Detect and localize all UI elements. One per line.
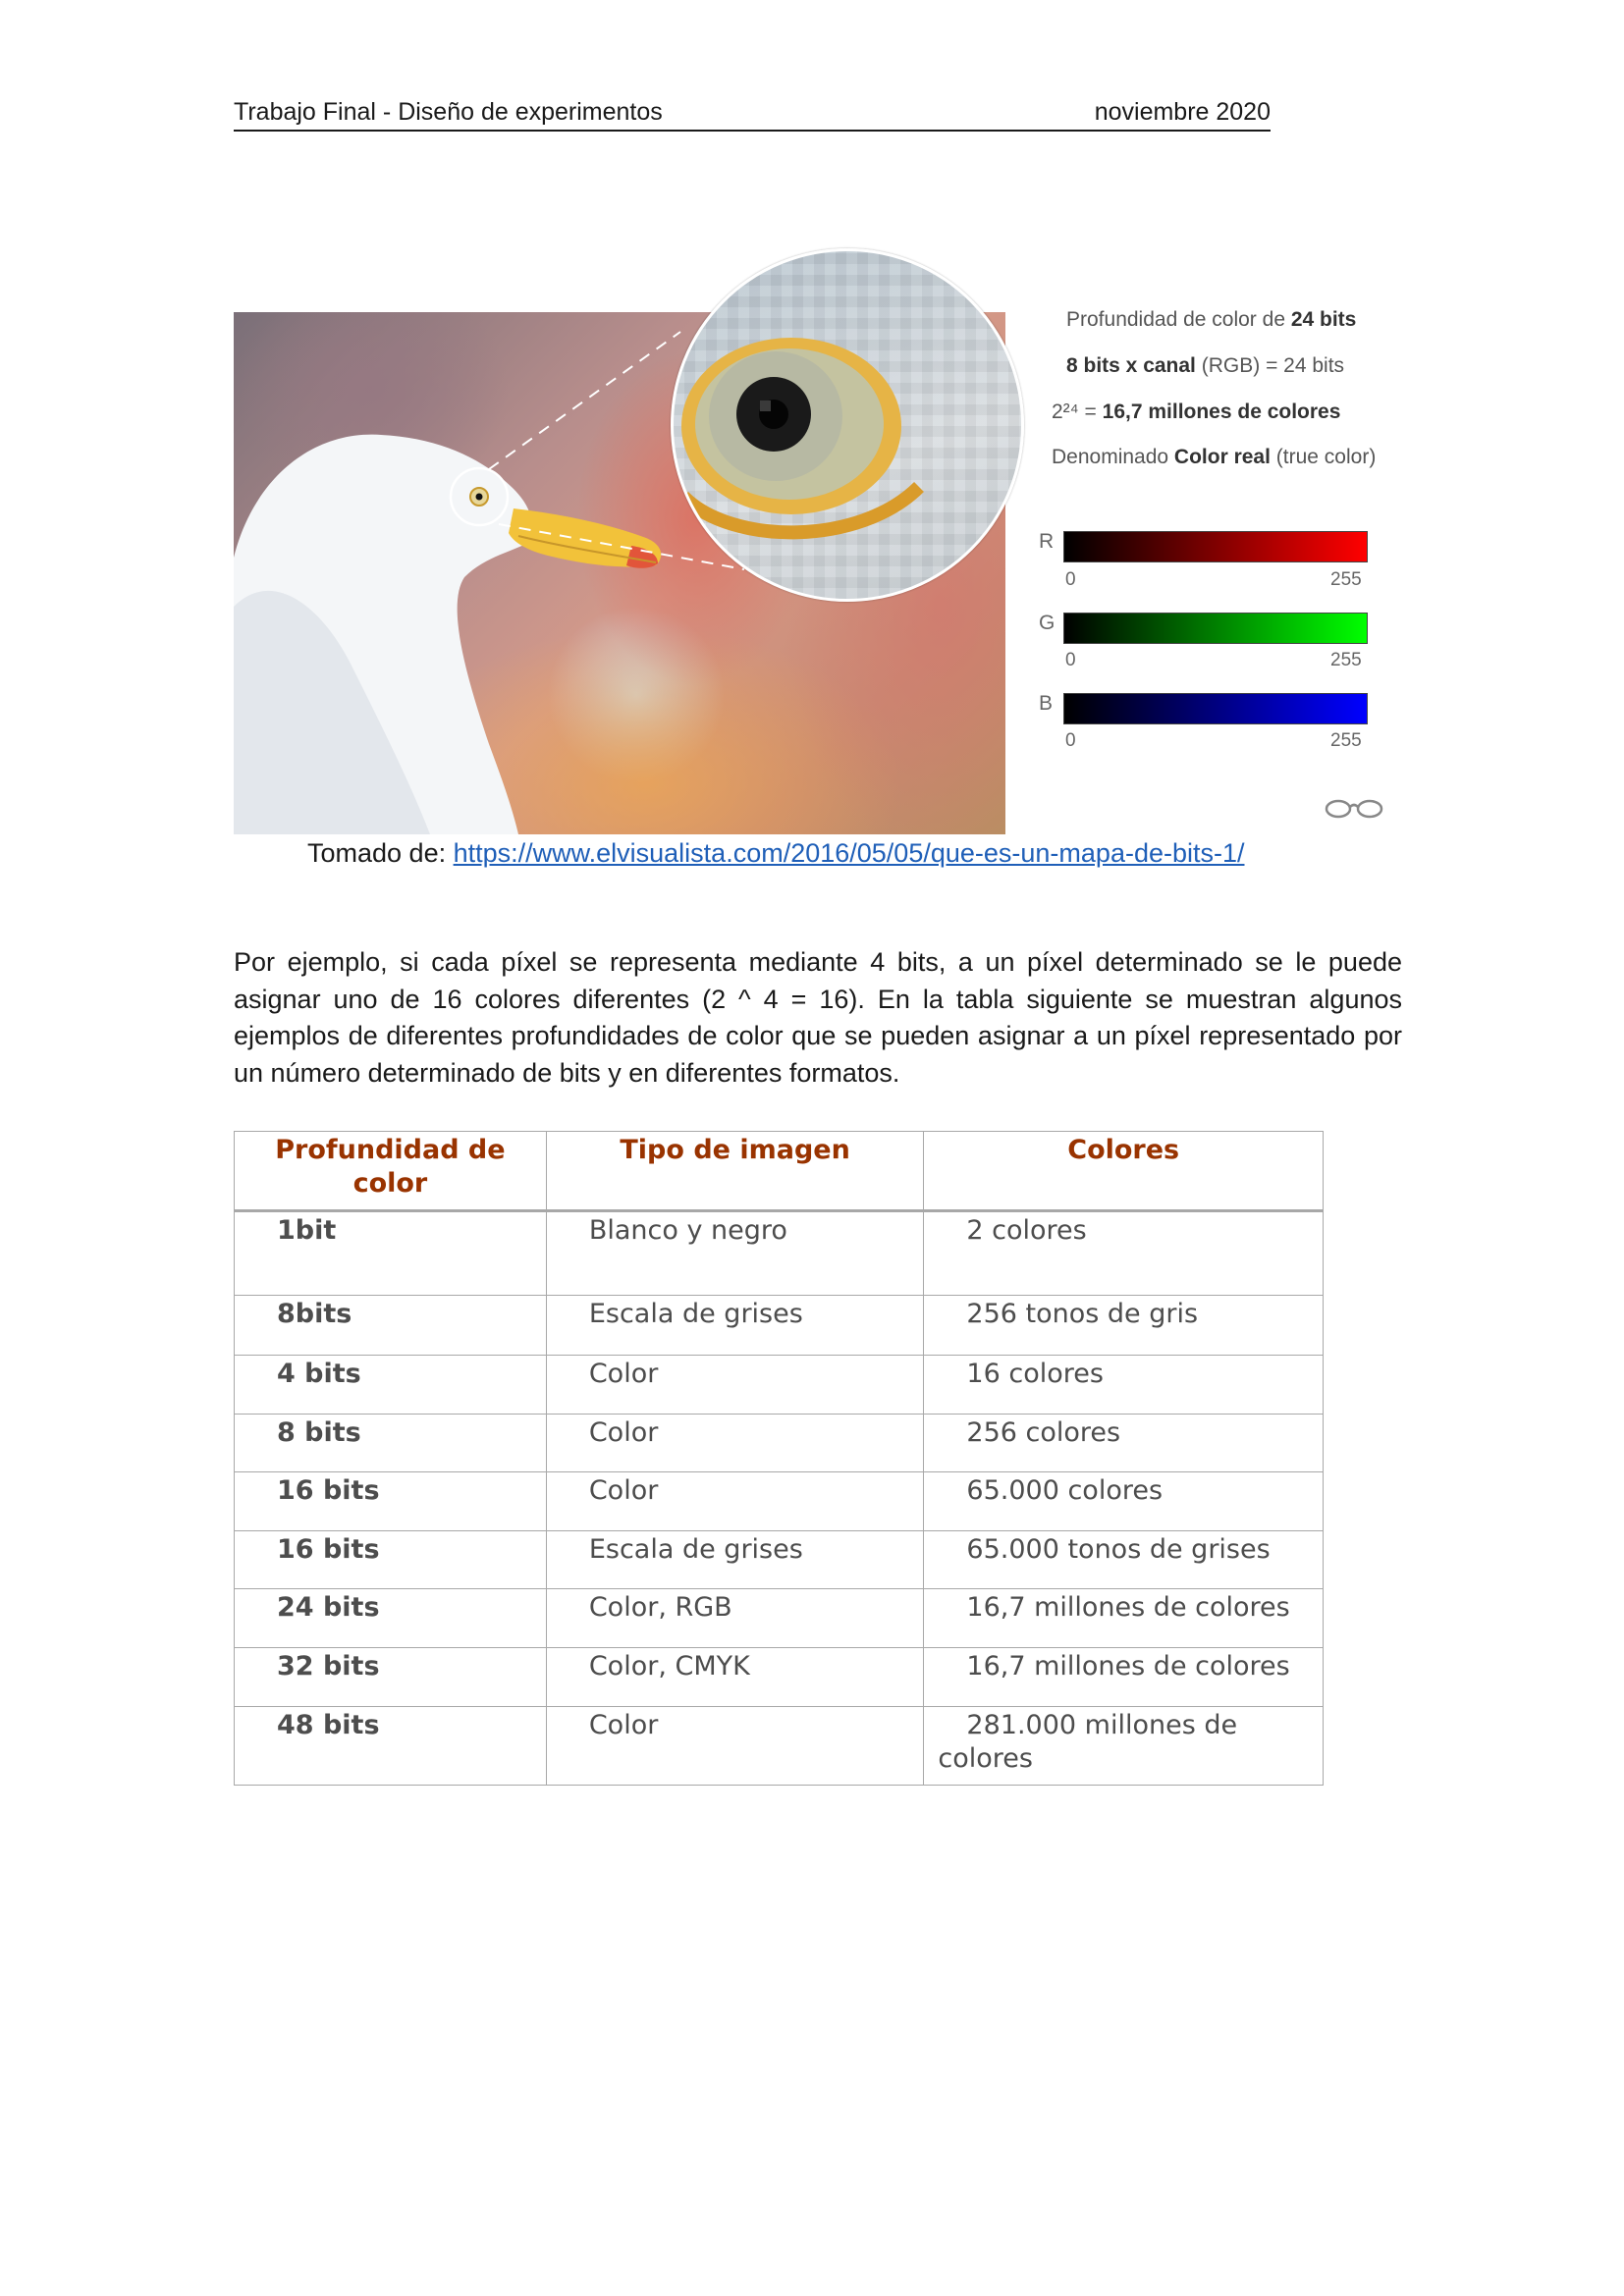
color-depth-table xyxy=(234,1131,1324,1786)
figure-caption xyxy=(307,835,1245,871)
cell-depth: 8bits xyxy=(235,1296,547,1356)
cell-depth: 32 bits xyxy=(235,1648,547,1707)
header-type: Tipo de imagen xyxy=(546,1132,924,1211)
document-title: Trabajo Final - Diseño de experimentos xyxy=(234,98,663,126)
cell-type: Blanco y negro xyxy=(546,1211,924,1296)
body-paragraph: Por ejemplo, si cada píxel se representa mediante 4 bits, a un píxel determinado se le puede asignar uno de 16 colores diferentes (2 ^ 4 = 16). En la tabla siguiente se muestran algunos ejemplos de diferentes profundidades de color que se pueden asignar a un píxel representado por un número determinado de bits y en diferentes formatos. xyxy=(234,947,1402,1088)
cell-type: Color, RGB xyxy=(546,1589,924,1648)
cell-type: Color xyxy=(546,1356,924,1415)
gradient-bar-g xyxy=(1063,613,1368,644)
page-header xyxy=(234,94,1271,132)
header-colors: Colores xyxy=(924,1132,1324,1211)
cell-depth: 24 bits xyxy=(235,1589,547,1648)
source-link[interactable]: https://www.elvisualista.com/2016/05/05/que-es-un-mapa-de-bits-1/ xyxy=(453,838,1245,868)
channel-label-g: G xyxy=(1039,612,1056,634)
cell-colors: 2 colores xyxy=(924,1211,1324,1296)
table-row xyxy=(235,1415,1324,1472)
cell-depth: 48 bits xyxy=(235,1707,547,1786)
table-header-row xyxy=(235,1132,1324,1211)
cell-colors: 256 colores xyxy=(924,1415,1324,1472)
tick-min-r: 0 xyxy=(1065,569,1076,590)
cell-colors: 16,7 millones de colores xyxy=(924,1589,1324,1648)
table-row xyxy=(235,1531,1324,1589)
tick-max-r: 255 xyxy=(1330,569,1362,590)
tick-min-g: 0 xyxy=(1065,650,1076,670)
legend-line-3: 2²⁴ = 16,7 millones de colores xyxy=(1052,400,1341,423)
tick-max-b: 255 xyxy=(1330,730,1362,751)
tick-max-g: 255 xyxy=(1330,650,1362,670)
cell-depth: 16 bits xyxy=(235,1472,547,1531)
bitmap-figure xyxy=(234,224,1422,852)
cell-colors: 65.000 colores xyxy=(924,1472,1324,1531)
cell-colors: 256 tonos de gris xyxy=(924,1296,1324,1356)
cell-depth: 8 bits xyxy=(235,1415,547,1472)
caption-prefix: Tomado de: xyxy=(307,838,454,868)
cell-type: Color xyxy=(546,1472,924,1531)
cell-type: Color xyxy=(546,1707,924,1786)
cell-depth: 1bit xyxy=(235,1211,547,1296)
cell-depth: 4 bits xyxy=(235,1356,547,1415)
document-date: noviembre 2020 xyxy=(1094,98,1271,126)
legend-line-1: Profundidad de color de 24 bits xyxy=(1066,308,1357,331)
cell-colors: 16 colores xyxy=(924,1356,1324,1415)
cell-type: Escala de grises xyxy=(546,1531,924,1589)
cell-colors: 281.000 millones de colores xyxy=(924,1707,1324,1786)
tick-min-b: 0 xyxy=(1065,730,1076,751)
legend-line-4: Denominado Color real (true color) xyxy=(1052,446,1377,468)
cell-type: Color xyxy=(546,1415,924,1472)
table-row xyxy=(235,1211,1324,1296)
table-row xyxy=(235,1296,1324,1356)
cell-type: Escala de grises xyxy=(546,1296,924,1356)
table-row xyxy=(235,1589,1324,1648)
gradient-bar-r xyxy=(1063,531,1368,562)
cell-colors: 65.000 tonos de grises xyxy=(924,1531,1324,1589)
legend-line-2: 8 bits x canal (RGB) = 24 bits xyxy=(1066,354,1345,377)
cell-type: Color, CMYK xyxy=(546,1648,924,1707)
channel-label-b: B xyxy=(1039,692,1054,715)
cell-colors: 16,7 millones de colores xyxy=(924,1648,1324,1707)
gradient-bar-b xyxy=(1063,693,1368,724)
table-row xyxy=(235,1648,1324,1707)
header-depth: Profundidad de color xyxy=(235,1132,547,1211)
pixelated-eye-illustration xyxy=(674,251,1021,599)
channel-label-r: R xyxy=(1039,530,1055,553)
zoomed-eye xyxy=(671,248,1024,602)
table-row xyxy=(235,1707,1324,1786)
table-row xyxy=(235,1356,1324,1415)
table-row xyxy=(235,1472,1324,1531)
glasses-icon xyxy=(1324,798,1384,820)
cell-depth: 16 bits xyxy=(235,1531,547,1589)
